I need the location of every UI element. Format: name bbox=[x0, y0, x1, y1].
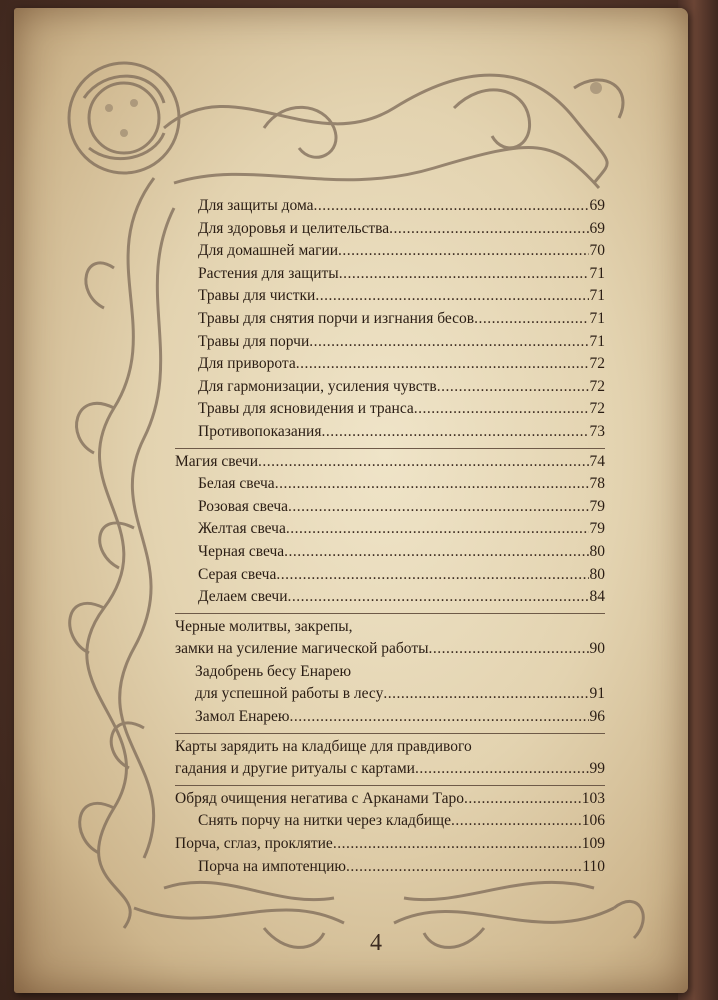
toc-entry: Для приворота ..... 72 bbox=[175, 353, 605, 376]
toc-entry: Растения для защиты ..... 71 bbox=[175, 263, 605, 286]
page-number: 4 bbox=[370, 930, 382, 956]
toc-heading: Порча, сглаз, проклятие ..... 109 bbox=[175, 833, 605, 856]
toc-heading: гадания и другие ритуалы с картами ..... 99 bbox=[175, 758, 605, 781]
toc-entry: Серая свеча ..... 80 bbox=[175, 564, 605, 587]
toc-entry: Для здоровья и целительства ..... 69 bbox=[175, 218, 605, 241]
toc-entry-line: Задобрень бесу Енарею bbox=[195, 662, 352, 680]
section-divider bbox=[175, 785, 605, 786]
toc-entry: Для домашней магии ..... 70 bbox=[175, 240, 605, 263]
toc-entry: Противопоказания ..... 73 bbox=[175, 421, 605, 444]
toc-heading: Обряд очищения негатива с Арканами Таро ..... 103 bbox=[175, 788, 605, 811]
section-divider bbox=[175, 448, 605, 449]
toc-entry: Замол Енарею ..... 96 bbox=[175, 706, 605, 729]
toc-entry: Делаем свечи ..... 84 bbox=[175, 586, 605, 609]
toc-heading-line: Черные молитвы, закрепы, bbox=[175, 617, 353, 635]
section-divider bbox=[175, 613, 605, 614]
section-divider bbox=[175, 733, 605, 734]
toc-heading: замки на усиление магической работы ..... 90 bbox=[175, 638, 605, 661]
toc-entry: Белая свеча ..... 78 bbox=[175, 473, 605, 496]
toc-entry: Травы для порчи ..... 71 bbox=[175, 331, 605, 354]
toc-heading: Магия свечи ..... 74 bbox=[175, 451, 605, 474]
toc-entry: Желтая свеча ..... 79 bbox=[175, 518, 605, 541]
toc-entry: Травы для ясновидения и транса ..... 72 bbox=[175, 398, 605, 421]
toc-entry: для успешной работы в лесу ..... 91 bbox=[175, 683, 605, 706]
table-of-contents bbox=[175, 195, 605, 878]
toc-entry: Травы для снятия порчи и изгнания бесов ..... 71 bbox=[175, 308, 605, 331]
toc-entry: Для защиты дома ..... 69 bbox=[175, 195, 605, 218]
toc-entry: Порча на импотенцию ..... 110 bbox=[175, 856, 605, 879]
toc-entry: Для гармонизации, усиления чувств ..... 72 bbox=[175, 376, 605, 399]
toc-entry: Черная свеча ..... 80 bbox=[175, 541, 605, 564]
toc-entry: Травы для чистки ..... 71 bbox=[175, 285, 605, 308]
toc-entry: Розовая свеча ..... 79 bbox=[175, 496, 605, 519]
toc-heading-line: Карты зарядить на кладбище для правдивого bbox=[175, 737, 472, 755]
toc-entry: Снять порчу на нитки через кладбище ..... 106 bbox=[175, 810, 605, 833]
